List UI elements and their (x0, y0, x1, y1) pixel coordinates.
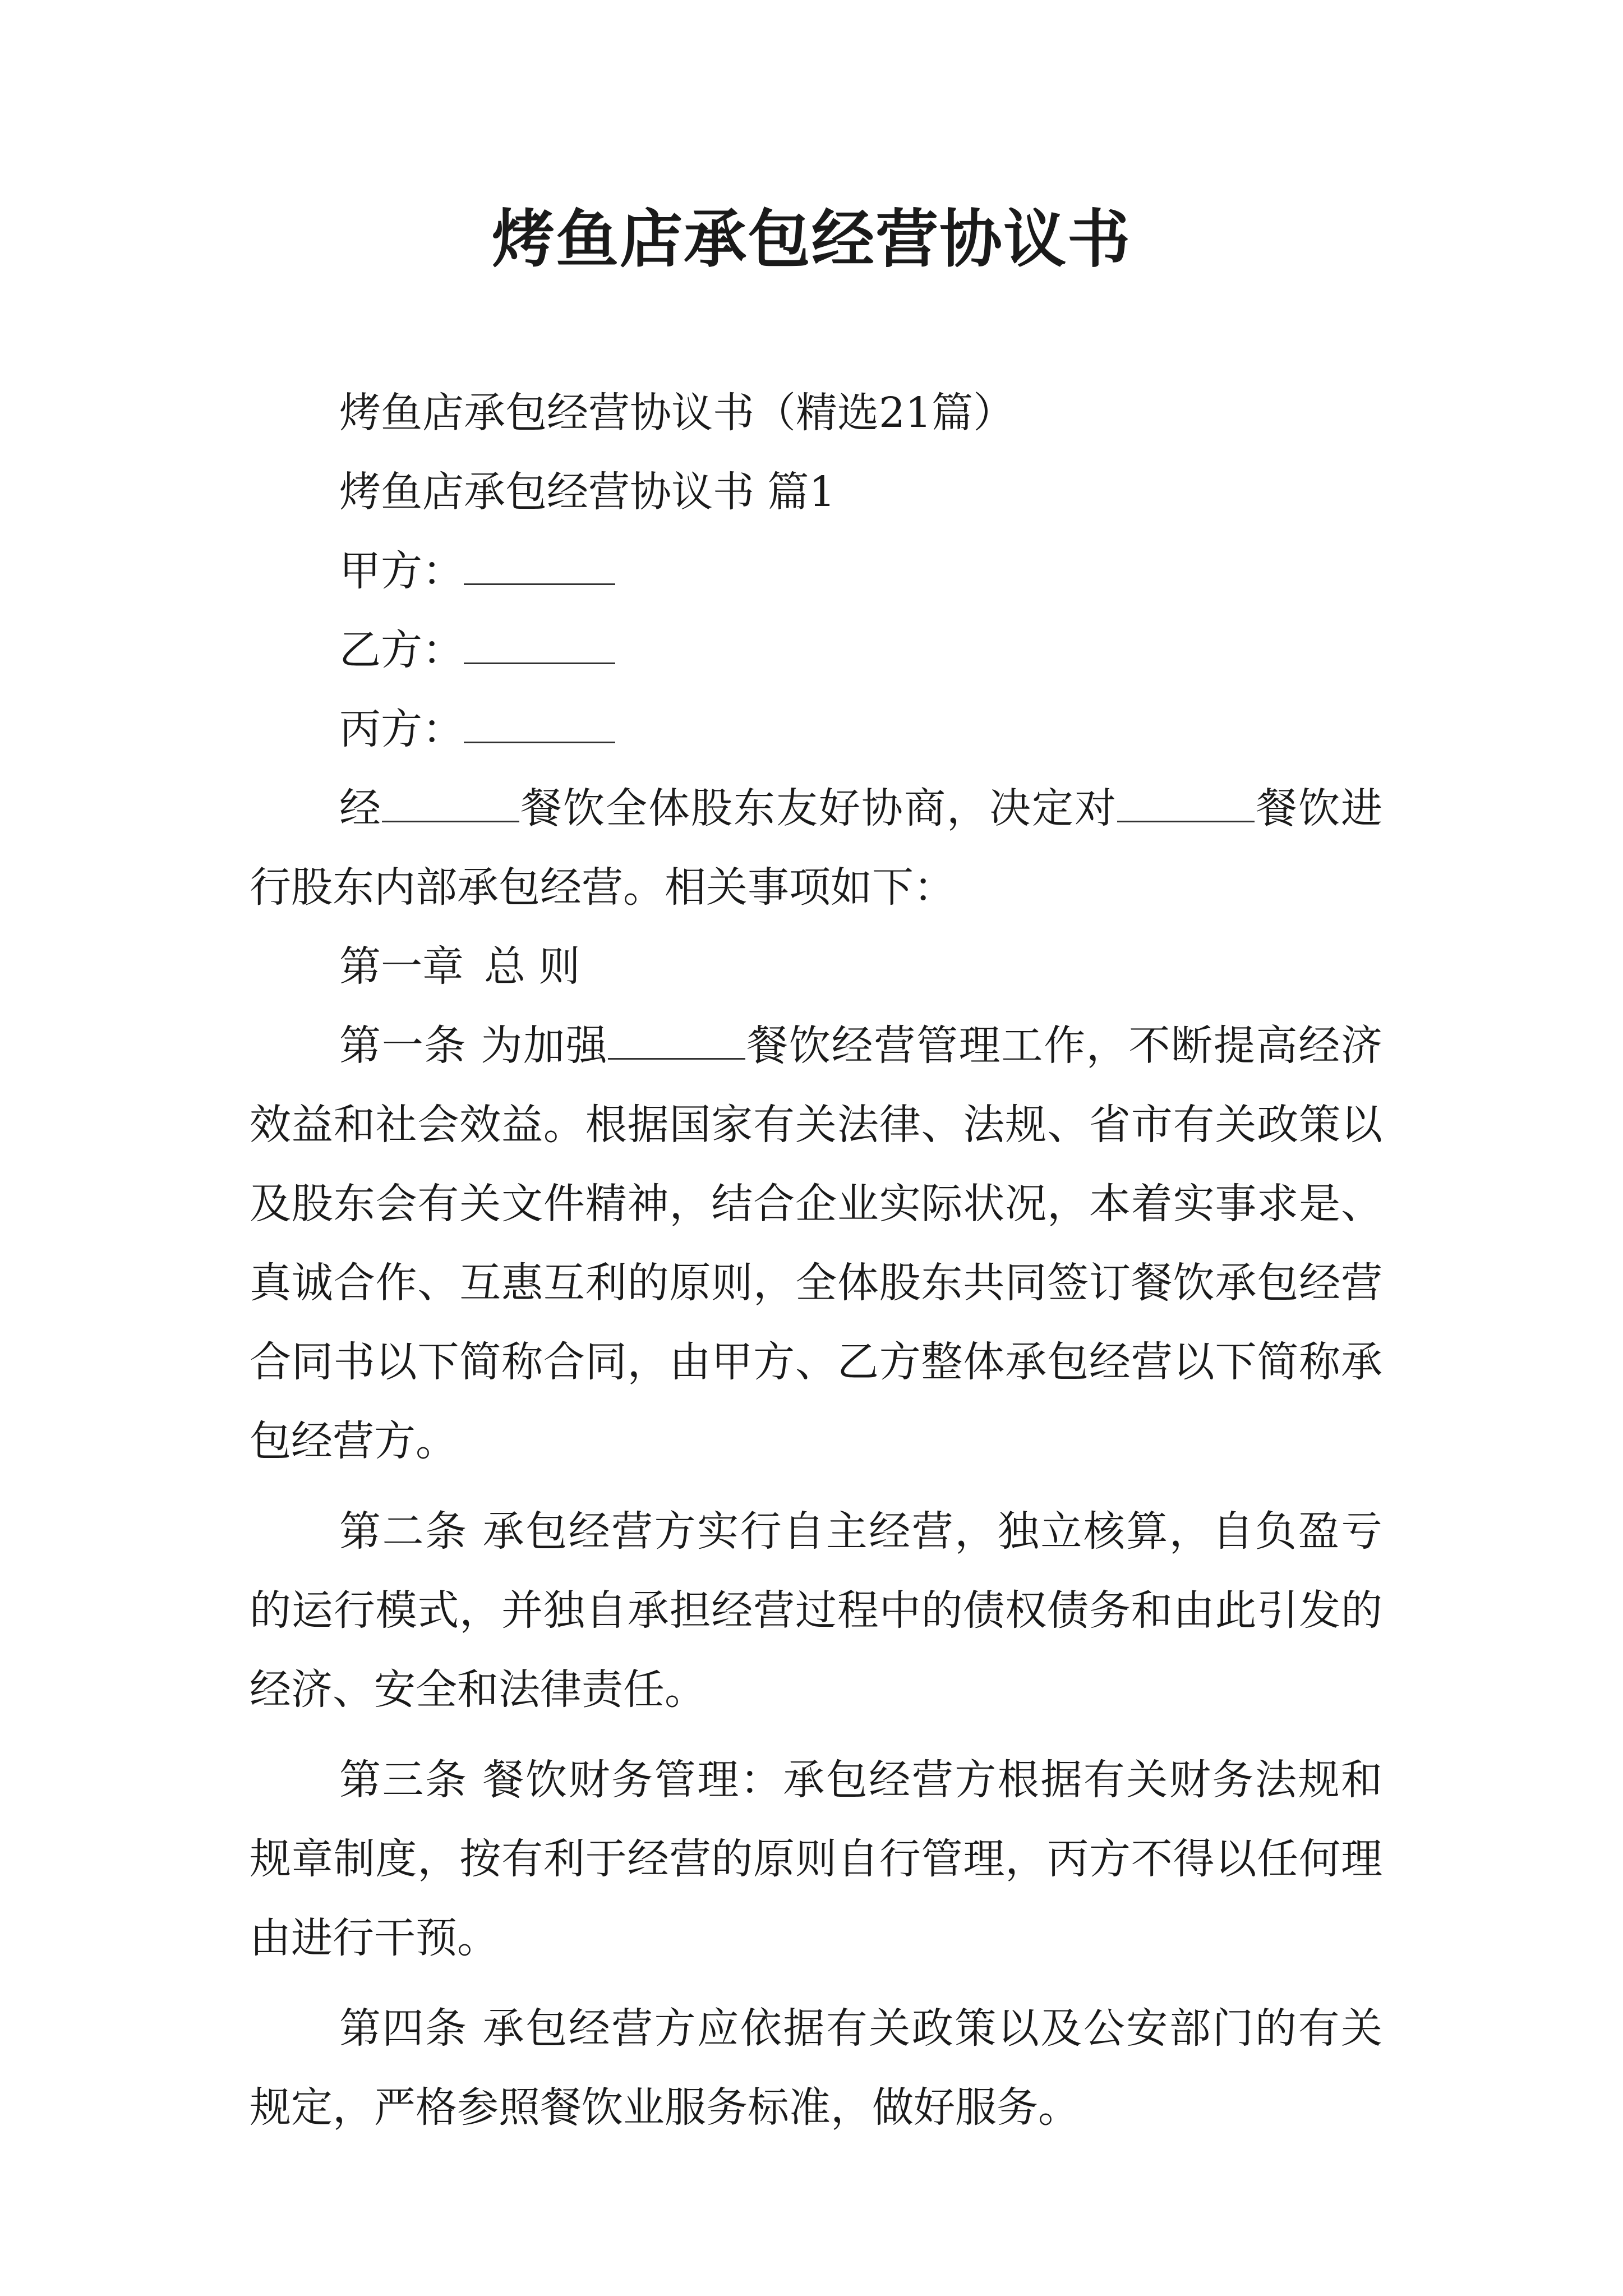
intro-blank-2 (1117, 783, 1255, 822)
party-c-blank (464, 704, 615, 743)
article-1: 第一条 为加强 餐饮经营管理工作，不断提高经济效益和社会效益。根据国家有关法律、法规、省市有关政策以及股东会有关文件精神，结合企业实际状况，本着实事求是、真诚合作、互惠互利的原则，全体股东共同签订餐饮承包经营合同书以下简称合同，由甲方、乙方整体承包经营以下简称承包经营方。 (250, 1022, 1382, 1465)
article-3: 第三条 餐饮财务管理：承包经营方根据有关财务法规和规章制度，按有利于经营的原则自行管理，丙方不得以任何理由进行干预。 (250, 1756, 1382, 1962)
document-body (250, 374, 1382, 2147)
document-subtitle: 烤鱼店承包经营协议书（精选21篇） (339, 389, 1015, 437)
party-a-line: 甲方： (250, 532, 1382, 611)
party-b-blank (464, 625, 615, 664)
section-heading: 烤鱼店承包经营协议书 篇1 (339, 468, 836, 516)
intro-blank-1 (382, 783, 519, 822)
intro-paragraph: 经 餐饮全体股东友好协商，决定对 餐饮进行股东内部承包经营。相关事项如下： (250, 784, 1382, 912)
article-1-blank (608, 1020, 745, 1060)
party-b-line: 乙方： (250, 611, 1382, 690)
article-2: 第二条 承包经营方实行自主经营，独立核算，自负盈亏的运行模式，并独自承担经营过程中的债权债务和由此引发的经济、安全和法律责任。 (250, 1507, 1382, 1714)
document-title: 烤鱼店承包经营协议书 (492, 203, 1131, 276)
party-c-line: 丙方： (250, 690, 1382, 769)
party-a-blank (464, 546, 615, 585)
chapter-heading: 第一章 总 则 (339, 942, 580, 991)
article-4: 第四条 承包经营方应依据有关政策以及公安部门的有关规定，严格参照餐饮业服务标准，做好服务。 (250, 2004, 1382, 2132)
